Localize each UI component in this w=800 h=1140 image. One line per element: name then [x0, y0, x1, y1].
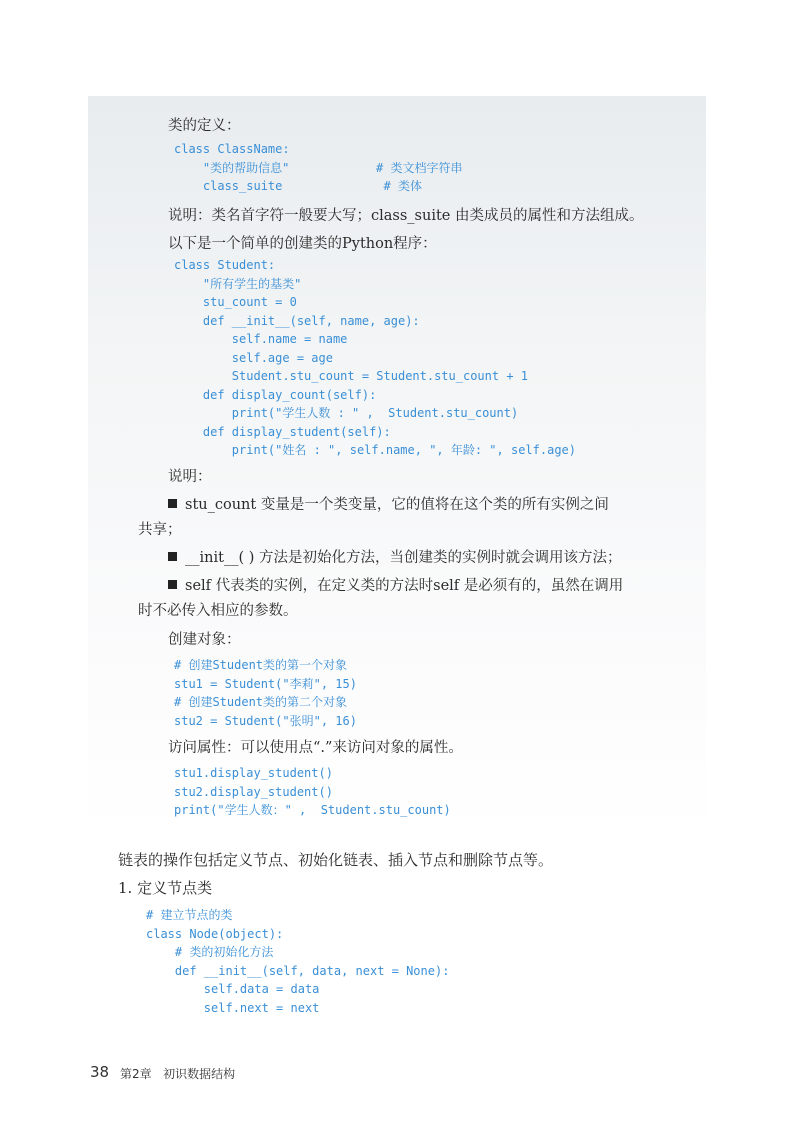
code-line: stu1 = Student("李莉", 15)	[174, 676, 357, 691]
code-line: class ClassName:	[174, 142, 290, 156]
code-line: # 类的初始化方法	[146, 945, 274, 959]
bullet-square-icon	[168, 552, 177, 561]
code-line: stu2 = Student("张明", 16)	[174, 713, 357, 728]
code-line: # 创建Student类的第一个对象	[174, 658, 348, 672]
access-code-block	[174, 764, 451, 820]
explain-class-name: 说明：类名首字符一般要大写；class_suite 由类成员的属性和方法组成。	[168, 208, 644, 224]
bullet-text: self 代表类的实例，在定义类的方法时self 是必须有的，虽然在调用	[185, 578, 624, 594]
bullet-text: stu_count 变量是一个类变量，它的值将在这个类的所有实例之间	[185, 497, 609, 513]
explain-heading: 说明：	[168, 469, 212, 485]
bullet-square-icon	[168, 580, 177, 589]
code-line: "所有学生的基类"	[174, 276, 302, 291]
code-line: class Node(object):	[146, 926, 284, 941]
code-line: print("学生人数：" , Student.stu_count)	[174, 803, 451, 817]
class-def-heading: 类的定义：	[168, 118, 241, 134]
code-line: class Student:	[174, 258, 276, 272]
code-line: self.name = name	[174, 332, 348, 346]
bullet-square-icon	[168, 499, 177, 508]
code-line: print("学生人数 : " , Student.stu_count)	[174, 406, 519, 420]
code-line: self.next = next	[146, 1000, 320, 1015]
create-code-block	[174, 656, 357, 730]
bullet-stu-count-cont: 共享；	[138, 522, 182, 538]
code-line: print("姓名 : ", self.name, ", 年龄: ", self.age)	[174, 443, 577, 457]
code-line: "类的帮助信息" # 类文档字符串	[174, 160, 463, 175]
intro-student-program: 以下是一个简单的创建类的Python程序：	[168, 236, 437, 252]
bullet-self	[168, 576, 623, 596]
code-line: # 建立节点的类	[146, 908, 233, 922]
bullet-init	[168, 548, 621, 568]
code-line: self.age = age	[174, 350, 333, 365]
create-heading: 创建对象：	[168, 632, 241, 648]
bullet-stu-count	[168, 495, 609, 515]
code-line: def display_count(self):	[174, 387, 377, 402]
code-line: class_suite # 类体	[174, 179, 422, 193]
access-text: 访问属性：可以使用点“.”来访问对象的属性。	[168, 740, 463, 756]
linked-list-paragraph: 链表的操作包括定义节点、初始化链表、插入节点和删除节点等。	[118, 851, 554, 869]
code-line: self.data = data	[146, 982, 320, 996]
node-code-block	[146, 906, 449, 1017]
code-line: stu2.display_student()	[174, 784, 333, 799]
bullet-self-cont: 时不必传入相应的参数。	[138, 603, 298, 619]
code-line: Student.stu_count = Student.stu_count + 1	[174, 369, 529, 383]
code-line: stu1.display_student()	[174, 766, 333, 780]
code-line: def display_student(self):	[174, 424, 391, 439]
class-def-code-block	[174, 140, 463, 196]
code-line: # 创建Student类的第二个对象	[174, 695, 348, 709]
bullet-text: __init__( ) 方法是初始化方法，当创建类的实例时就会调用该方法；	[185, 550, 622, 566]
code-line: def __init__(self, name, age):	[174, 313, 420, 328]
code-line: stu_count = 0	[174, 295, 297, 309]
code-line: def __init__(self, data, next = None):	[146, 963, 450, 978]
section-title: 1. 定义节点类	[118, 879, 213, 897]
student-code-block	[174, 256, 576, 460]
page-number: 38	[90, 1063, 110, 1081]
chapter-label: 第2章 初识数据结构	[120, 1067, 236, 1081]
